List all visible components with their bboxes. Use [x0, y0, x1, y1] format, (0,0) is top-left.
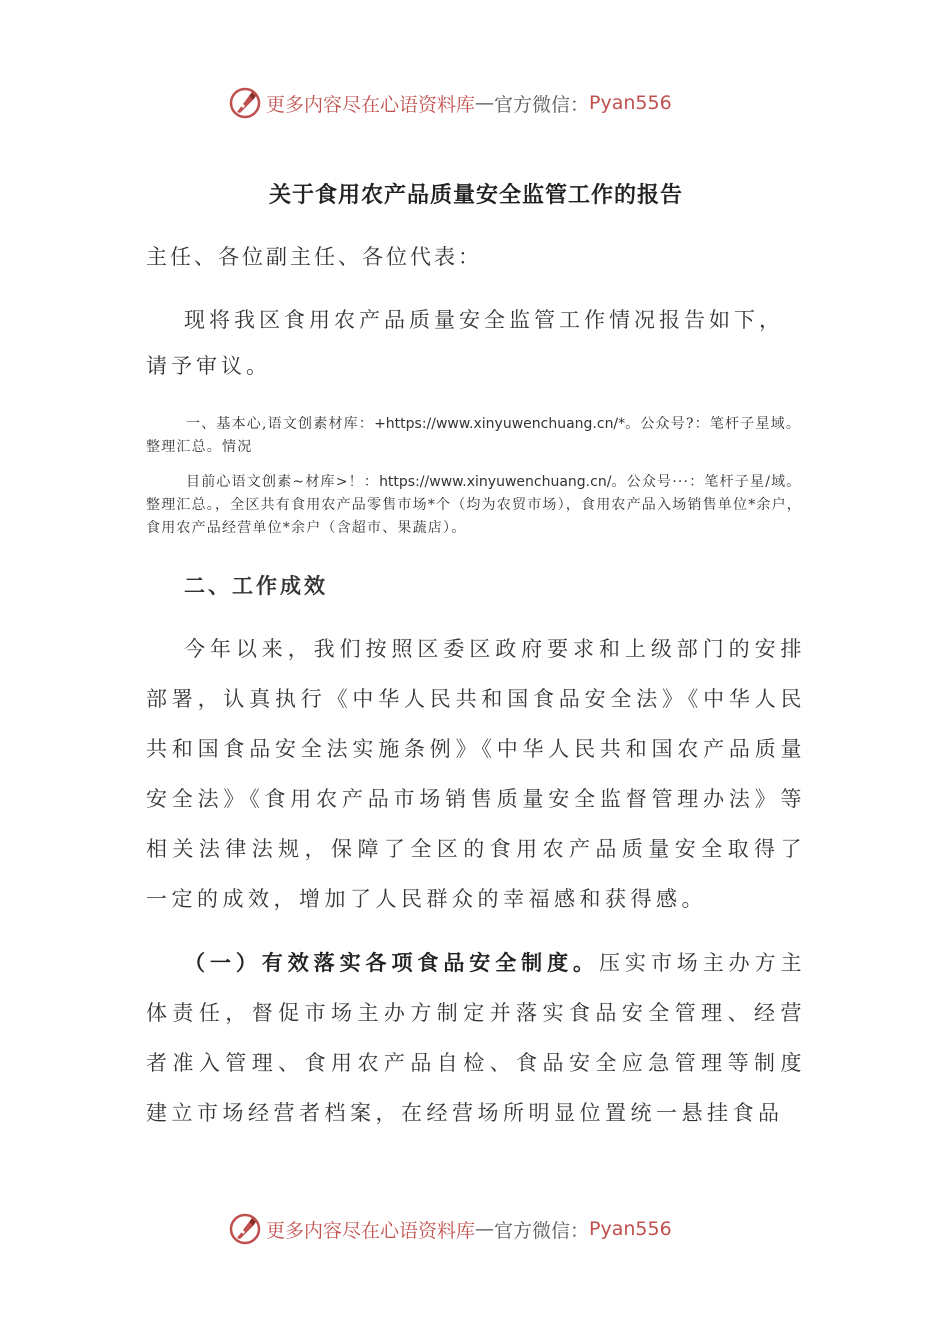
section1-body-prefix: 目前心语文创素~材库>！：: [186, 474, 380, 490]
section1-prefix: 一、基本心,语文创素材库：: [186, 416, 375, 432]
subsection1-text: 压实市场主办方主体责任，督促市场主办方制定并落实食品安全管理、经营者准入管理、食用农产品自检、食品安全应急管理等制度建立市场经营者档案，在经营场所明显位置统一悬挂食品: [146, 951, 807, 1125]
salutation: 主任、各位副主任、各位代表：: [146, 245, 482, 269]
section2-heading: 二、工作成效: [184, 573, 328, 598]
footer-banner: [228, 1209, 748, 1249]
intro-paragraph: 现将我区食用农产品质量安全监管工作情况报告如下，请予审议。: [146, 308, 784, 378]
subsection1-heading: （一）有效落实各项食品安全制度。: [184, 950, 599, 975]
banner-official-label: 官方微信：: [494, 93, 590, 116]
pen-nib-logo-icon: [228, 1212, 262, 1246]
document-title: 关于食用农产品质量安全监管工作的报告: [268, 182, 683, 208]
banner-separator: —: [475, 92, 495, 114]
section1-line: [146, 413, 806, 459]
section1-url: +https://www.xinyuwenchuang.cn/*: [374, 416, 626, 432]
section1-body: [146, 471, 806, 540]
header-banner: [228, 83, 748, 123]
banner-brand: 更多内容尽在心语资料库: [266, 93, 476, 116]
footer-brand: 更多内容尽在心语资料库: [266, 1219, 476, 1242]
footer-official-label: 官方微信：: [494, 1219, 590, 1242]
subsection1-paragraph: [146, 938, 806, 1138]
footer-account: Pyan556: [589, 1218, 672, 1240]
section1-suffix: 。公众号?：笔杆子星域。整理汇总。情况: [146, 416, 802, 455]
section1-body-url: https://www.xinyuwenchuang.cn/: [379, 474, 612, 490]
banner-account: Pyan556: [589, 92, 672, 114]
section1-body-suffix: 。公众号···：笔杆子星/域。整理汇总。，全区共有食用农产品零售市场*个（均为农贸市场），食用农产品入场销售单位*余户，食用农产品经营单位*余户（含超市、果蔬店）。: [146, 474, 802, 536]
pen-nib-logo-icon: [228, 86, 262, 120]
document-body: [146, 175, 806, 1138]
section2-paragraph: 今年以来，我们按照区委区政府要求和上级部门的安排部署，认真执行《中华人民共和国食品安全法》《中华人民共和国食品安全法实施条例》《中华人民共和国农产品质量安全法》《食用农产品市场销售质量安全监督管理办法》等相关法律法规，保障了全区的食用农产品质量安全取得了一定的成效，增加了人民群众的幸福感和获得感。: [146, 637, 806, 911]
footer-separator: —: [475, 1218, 495, 1240]
